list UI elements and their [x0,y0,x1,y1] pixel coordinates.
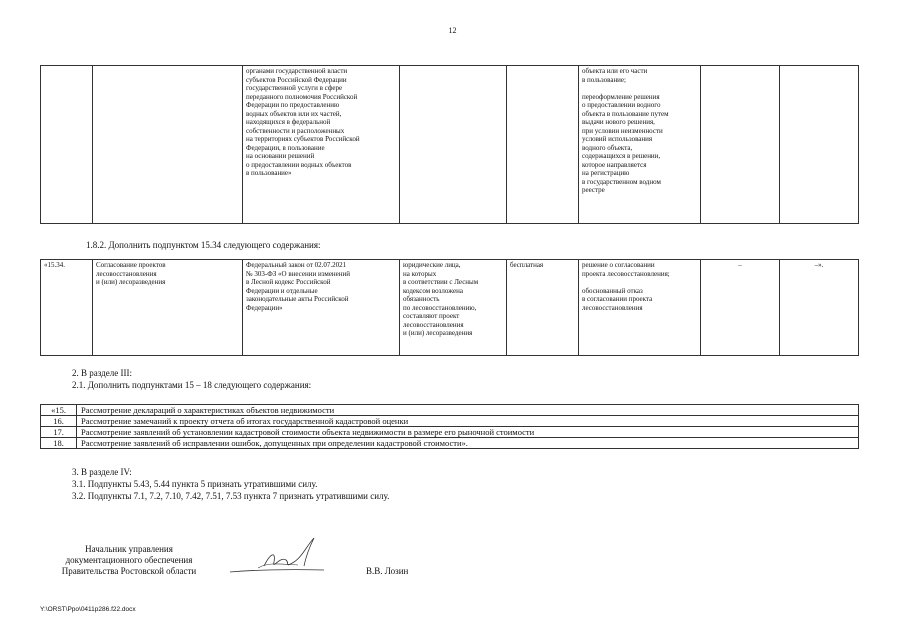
item-text: Рассмотрение заявлений об исправлении ошибок, допущенных при определении кадастровой стоимости». [77,438,859,449]
signatory-line: Правительства Ростовской области [61,566,197,576]
table-row [41,438,859,449]
table-row [41,427,859,438]
item-number: 16. [41,416,77,427]
table-cell: –». [780,260,859,356]
file-path: Y:\ORST\Ppo\0411p286.f22.docx [40,606,136,613]
table-row [41,260,859,356]
paragraph-3-1: 3.1. Подпункты 5.43, 5.44 пункта 5 признать утратившими силу. [72,479,318,489]
item-text: Рассмотрение замечаний к проекту отчета об итогах государственной кадастровой оценки [77,416,859,427]
table-cell: – [701,260,780,356]
table-cell [93,66,243,224]
table-cell: органами государственной власти субъектов Российской Федерации государственной услуги в сфере переданного полномочия Российской Федерации по предоставлению водных объектов или их частей, находящихся в федеральной собственности и расположенных на территориях субъектов Российской Федерации, в пользование на основании решений о предоставлении водных объектов в пользование» [243,66,400,224]
item-number: «15. [41,405,77,416]
table-row [41,405,859,416]
signatory-line: документационного обеспечения [65,555,193,565]
table-cell: бесплатная [507,260,579,356]
table-cell: юридические лица, на которых в соответствии с Лесным кодексом возложена обязанность по лесовосстановлению, составляют проект лесовосстановления и (или) лесоразведения [400,260,507,356]
subitem-15-34-table [40,259,859,356]
paragraph-2: 2. В разделе III: [72,368,132,378]
table-cell: Согласование проектов лесовосстановления и (или) лесоразведения [93,260,243,356]
item-text: Рассмотрение деклараций о характеристиках объектов недвижимости [77,405,859,416]
table-cell: решение о согласовании проекта лесовосстановления; обоснованный отказ в согласовании проекта лесовосстановления [579,260,701,356]
item-number: 18. [41,438,77,449]
item-text: Рассмотрение заявлений об установлении кадастровой стоимости объекта недвижимости в размере его рыночной стоимости [77,427,859,438]
table-row [41,66,859,224]
handwritten-signature [224,532,334,578]
paragraph-3: 3. В разделе IV: [72,467,132,477]
continuation-table [40,65,859,224]
page-number: 12 [448,26,457,35]
table-cell [780,66,859,224]
table-cell: Федеральный закон от 02.07.2021 № 303-ФЗ «О внесении изменений в Лесной кодекс Российской Федерации и отдельные законодательные акты Российской Федерации» [243,260,400,356]
table-cell [400,66,507,224]
table-cell [701,66,780,224]
item-number: 17. [41,427,77,438]
paragraph-3-2: 3.2. Подпункты 7.1, 7.2, 7.10, 7.42, 7.51, 7.53 пункта 7 признать утратившими силу. [72,491,390,501]
table-cell: «15.34. [41,260,93,356]
paragraph-2-1: 2.1. Дополнить подпунктами 15 – 18 следующего содержания: [72,380,312,390]
table-cell [507,66,579,224]
signatory-name: В.В. Лозин [366,566,409,576]
table-row [41,416,859,427]
table-cell [41,66,93,224]
table-cell: объекта или его части в пользование; переоформление решения о предоставлении водного объекта в пользование путем выдачи нового решения, при условии неизменности условий использования водного объекта, содержащихся в решении, которое направляется на регистрацию в государственном водном реестре [579,66,701,224]
signatory-title [44,544,214,577]
signatory-line: Начальник управления [85,544,173,554]
paragraph-1-8-2: 1.8.2. Дополнить подпунктом 15.34 следующего содержания: [86,240,321,250]
items-15-18-table [40,404,859,449]
